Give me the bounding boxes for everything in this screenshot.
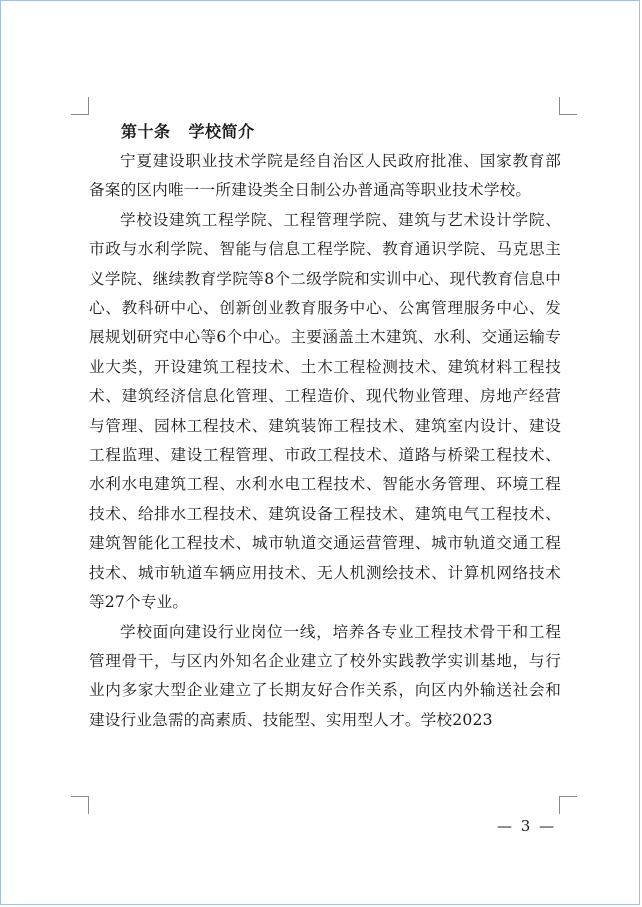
crop-mark-bottom-right <box>559 796 577 814</box>
paragraph-departments: 学校设建筑工程学院、工程管理学院、建筑与艺术设计学院、市政与水利学院、智能与信息工程学院、教育通识学院、马克思主义学院、继续教育学院等8个二级学院和实训中心、现代教育信息中心、教科研中心、创新创业教育服务中心、公寓管理服务中心、发展规划研究中心等6个中心。主要涵盖土木建筑、水利、交通运输专业大类，开设建筑工程技术、土木工程检测技术、建筑材料工程技术、建筑经济信息化管理、工程造价、现代物业管理、房地产经营与管理、园林工程技术、建筑装饰工程技术、建筑室内设计、建设工程监理、建设工程管理、市政工程技术、道路与桥梁工程技术、水利水电建筑工程、水利水电工程技术、智能水务管理、环境工程技术、给排水工程技术、建筑设备工程技术、建筑电气工程技术、建筑智能化工程技术、城市轨道交通运营管理、城市轨道交通工程技术、城市轨道车辆应用技术、无人机测绘技术、计算机网络技术等27个专业。 <box>89 210 561 612</box>
crop-mark-top-left <box>71 97 89 115</box>
document-body <box>89 117 561 735</box>
page-number: — 3 — <box>497 817 557 835</box>
paragraph-intro: 宁夏建设职业技术学院是经自治区人民政府批准、国家教育部备案的区内唯一一所建设类全日制公办普通高等职业技术学校。 <box>89 152 561 200</box>
paragraph-training: 学校面向建设行业岗位一线，培养各专业工程技术骨干和工程管理骨干，与区内外知名企业建立了校外实践教学实训基地，与行业内多家大型企业建立了长期友好合作关系，向区内外输送社会和建设行业急需的高素质、技能型、实用型人才。学校2023 <box>89 622 561 729</box>
article-title: 学校简介 <box>188 122 255 141</box>
article-heading <box>89 117 561 147</box>
crop-mark-top-right <box>559 97 577 115</box>
crop-mark-bottom-left <box>71 796 89 814</box>
article-number: 第十条 <box>121 122 171 141</box>
